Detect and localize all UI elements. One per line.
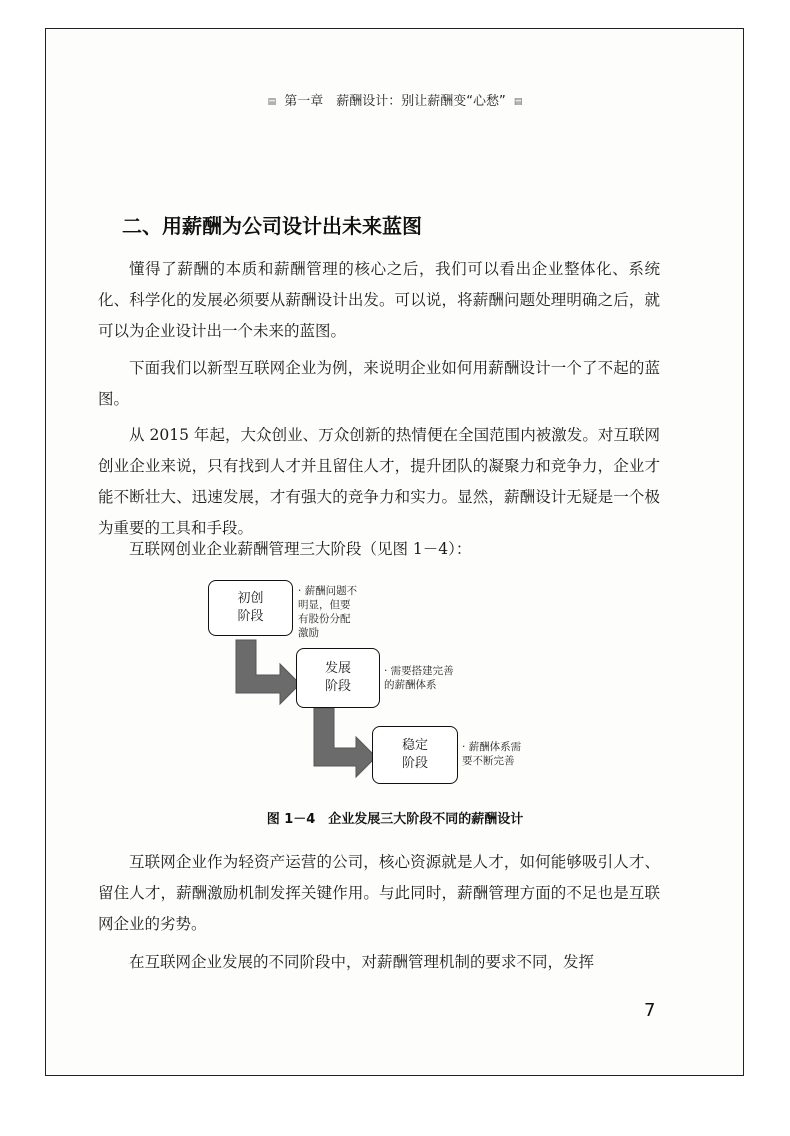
paragraph-1: 懂得了薪酬的本质和薪酬管理的核心之后，我们可以看出企业整体化、系统化、科学化的发展必须要从薪酬设计出发。可以说，将薪酬问题处理明确之后，就可以为企业设计出一个未来的蓝图。 bbox=[98, 260, 660, 340]
section-title: 二、用薪酬为公司设计出未来蓝图 bbox=[122, 214, 422, 238]
running-header-text: 第一章 薪酬设计：别让薪酬变“心愁” bbox=[284, 94, 506, 109]
figure-caption: 图 1－4 企业发展三大阶段不同的薪酬设计 bbox=[266, 812, 524, 827]
paragraph-5: 互联网企业作为轻资产运营的公司，核心资源就是人才，如何能够吸引人才、留住人才，薪酬激励机制发挥关键作用。与此同时，薪酬管理方面的不足也是互联网企业的劣势。 bbox=[98, 853, 660, 933]
paragraph-6: 在互联网企业发展的不同阶段中，对薪酬管理机制的要求不同，发挥 bbox=[129, 953, 595, 971]
stage-note-growth: · 需要搭建完善 的薪酬体系 bbox=[384, 665, 454, 691]
paragraph-3: 从 2015 年起，大众创业、万众创新的热情便在全国范围内被激发。对互联网创业企业来说，只有找到人才并且留住人才，提升团队的凝聚力和竞争力，企业才能不断壮大、迅速发展，才有强大的竞争力和实力。显然，薪酬设计无疑是一个极为重要的工具和手段。 bbox=[98, 426, 660, 537]
header-ornament-right: ▤ bbox=[513, 96, 523, 107]
stage-label-startup: 初创 阶段 bbox=[237, 591, 264, 624]
page-number: 7 bbox=[644, 1000, 656, 1021]
running-header bbox=[0, 90, 790, 109]
paragraph-2: 下面我们以新型互联网企业为例，来说明企业如何用薪酬设计一个了不起的蓝图。 bbox=[98, 359, 660, 408]
header-ornament-left: ▤ bbox=[267, 96, 277, 107]
paragraph-4: 互联网创业企业薪酬管理三大阶段（见图 1－4）： bbox=[129, 540, 472, 558]
stage-label-stable: 稳定 阶段 bbox=[401, 738, 428, 771]
stage-note-startup: · 薪酬问题不 明显，但要 有股份分配 激励 bbox=[298, 585, 358, 639]
stage-label-growth: 发展 阶段 bbox=[324, 661, 351, 694]
stage-note-stable: · 薪酬体系需 要不断完善 bbox=[462, 741, 522, 767]
